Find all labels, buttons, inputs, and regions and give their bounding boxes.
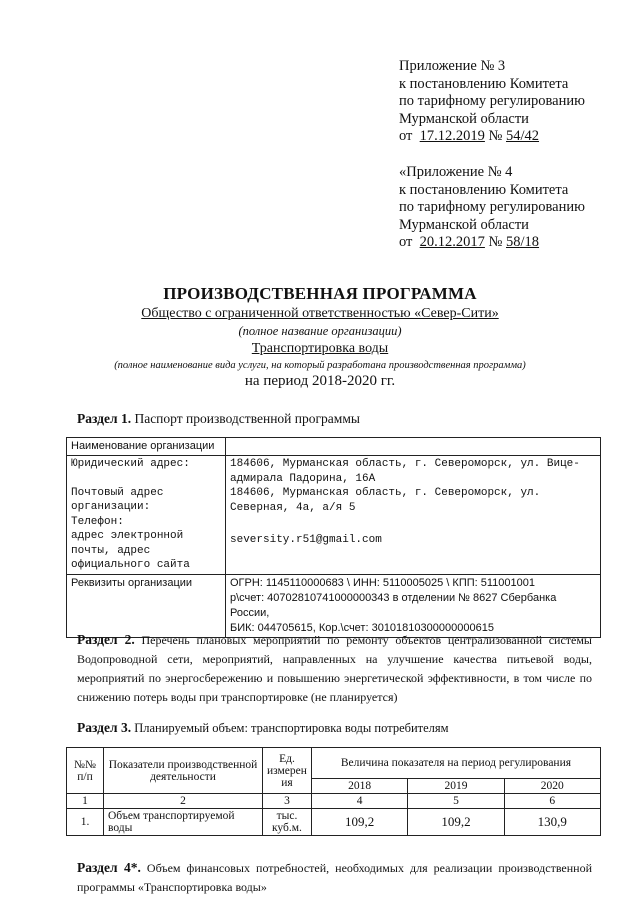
section-2-label: Раздел 2.: [77, 632, 135, 647]
document-title: ПРОИЗВОДСТВЕННАЯ ПРОГРАММА: [163, 284, 477, 303]
row-num: 1.: [67, 809, 104, 836]
section-3-heading: [77, 720, 449, 736]
section-1-label: Раздел 1.: [77, 411, 132, 426]
col-num-3: 3: [263, 794, 312, 809]
section-4-paragraph: [77, 858, 592, 897]
legal-address-value: 184606, Мурманская область, г. Североморск, ул. Вице-адмирала Падорина, 16А: [230, 458, 580, 485]
postal-address-value: 184606, Мурманская область, г. Североморск, ул. Северная, 4а, а/я 5: [230, 487, 541, 514]
program-period: на период 2018-2020 гг.: [244, 373, 396, 389]
organization-name-text: Общество с ограниченной ответственностью «Север-Сити»: [141, 306, 499, 321]
passport-table: [66, 437, 601, 638]
section-3-text: Планируемый объем: транспортировка воды потребителям: [134, 721, 449, 735]
appendix-4-num-prefix: №: [488, 234, 503, 250]
appendix-4-header: [399, 164, 585, 252]
section-1-heading: [77, 411, 360, 427]
row-indicator: Объем транспортируемой воды: [104, 809, 263, 836]
email-value: seversity.r51@gmail.com: [230, 534, 382, 546]
requisites-values: [226, 574, 601, 637]
year-2018: 2018: [311, 779, 407, 794]
year-2019: 2019: [408, 779, 504, 794]
volume-table: [66, 747, 601, 836]
appendix-4-title: «Приложение № 4: [399, 164, 513, 180]
appendix-3-date-line: [399, 128, 585, 146]
org-name-label: Наименование организации: [67, 438, 226, 456]
appendix-4-line2: к постановлению Комитета: [399, 181, 569, 198]
appendix-3-date: 17.12.2019: [419, 128, 485, 144]
appendix-3-date-prefix: от: [399, 128, 413, 144]
section-4-label: Раздел 4*.: [77, 860, 141, 875]
service-name: [0, 341, 640, 357]
appendix-3-line3: по тарифному регулированию: [399, 93, 585, 109]
appendix-3-line2: к постановлению Комитета: [399, 75, 569, 92]
table-row: [67, 456, 601, 575]
requisites-line-1: ОГРН: 1145110000683 \ ИНН: 5110005025 \ КПП: 511001001: [230, 576, 535, 589]
table-colnum-row: [67, 794, 601, 809]
col-num-6: 6: [504, 794, 600, 809]
requisites-label: Реквизиты организации: [67, 574, 226, 637]
section-3-label: Раздел 3.: [77, 720, 132, 735]
table-row: [67, 809, 601, 836]
col-num-4: 4: [311, 794, 407, 809]
appendix-4-date: 20.12.2017: [419, 234, 485, 250]
appendix-3-header: [399, 58, 585, 146]
section-2-paragraph: [77, 630, 592, 707]
appendix-3-num-prefix: №: [488, 128, 503, 144]
row-unit: тыс. куб.м.: [263, 809, 312, 836]
col-num-1: 1: [67, 794, 104, 809]
appendix-4-date-prefix: от: [399, 234, 413, 250]
table-header-row: [67, 748, 601, 779]
legal-address-label: Юридический адрес:: [71, 458, 190, 470]
phone-label: Телефон:: [71, 515, 124, 528]
appendix-3-number: 54/42: [506, 128, 540, 144]
requisites-line-2: р\счет: 40702810741000000343 в отделении № 8627 Сбербанка России,: [230, 591, 557, 619]
appendix-4-date-line: [399, 234, 585, 252]
appendix-4-number: 58/18: [506, 234, 540, 250]
address-values: [226, 456, 601, 575]
year-2020: 2020: [504, 779, 600, 794]
requisites-line-3: БИК: 044705615, Кор.\счет: 30101810300000000615: [230, 621, 494, 634]
organization-note: (полное название организации): [238, 324, 402, 338]
header-unit: Ед. измерен ия: [263, 748, 312, 794]
col-num-5: 5: [408, 794, 504, 809]
section-1-text: Паспорт производственной программы: [134, 411, 360, 426]
section-2-text: Перечень плановых мероприятий по ремонту объектов централизованной системы Водопроводной сети, мероприятий, направленных на улучшение качества питьевой воды, мероприятий по энергосбережению и повышению энергетической эффективности, в том числе по снижению потерь воды при транспортировке (не планируется): [77, 633, 592, 704]
appendix-4-line3: по тарифному регулированию: [399, 199, 585, 215]
header-value: Величина показателя на период регулирования: [311, 748, 600, 779]
postal-address-label: Почтовый адрес организации:: [71, 486, 164, 513]
appendix-4-line4: Мурманской области: [399, 216, 529, 233]
org-name-value: [226, 438, 601, 456]
email-label: адрес электронной почты, адрес официального сайта: [71, 530, 190, 571]
service-name-text: Транспортировка воды: [251, 341, 389, 356]
organization-name: [0, 306, 640, 322]
row-value-2020: 130,9: [504, 809, 600, 836]
col-num-2: 2: [104, 794, 263, 809]
address-labels: [67, 456, 226, 575]
appendix-3-title: Приложение № 3: [399, 58, 506, 74]
header-num: №№ п/п: [67, 748, 104, 794]
row-value-2018: 109,2: [311, 809, 407, 836]
row-value-2019: 109,2: [408, 809, 504, 836]
section-4-text: Объем финансовых потребностей, необходимых для реализации производственной программы «Транспортировка воды»: [77, 861, 593, 894]
appendix-3-line4: Мурманской области: [399, 110, 529, 127]
table-row: [67, 438, 601, 456]
table-row: [67, 574, 601, 637]
service-note: (полное наименование вида услуги, на который разработана производственная программа): [114, 360, 526, 371]
header-indicator: Показатели производственной деятельности: [104, 748, 263, 794]
